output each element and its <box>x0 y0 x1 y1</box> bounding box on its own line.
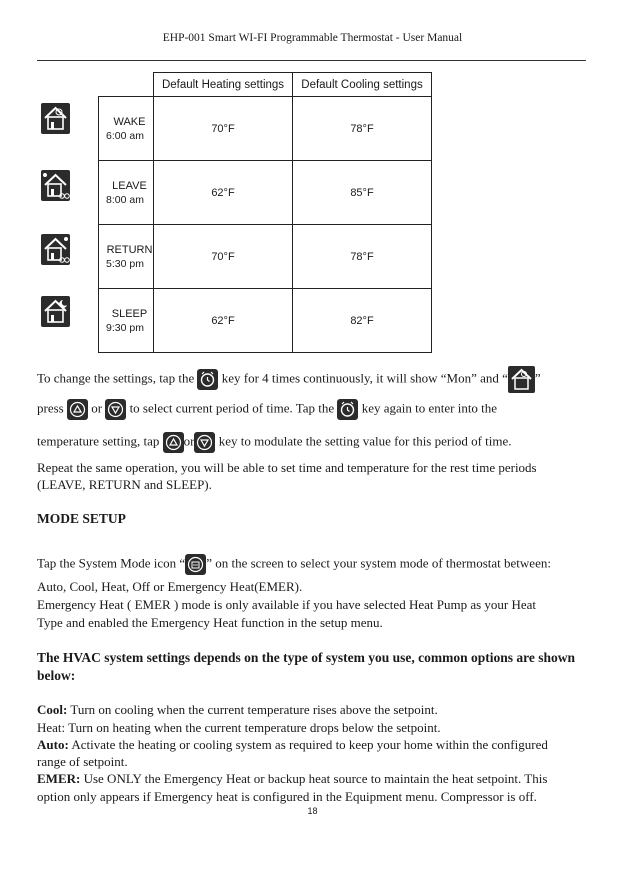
para2-line2: Auto, Cool, Heat, Off or Emergency Heat(EMER). <box>37 579 303 594</box>
mode-setup-heading: MODE SETUP <box>37 511 126 526</box>
option-text: Activate the heating or cooling system as required to keep your home within the configured <box>68 737 548 752</box>
period-cell <box>99 225 154 289</box>
system-mode-icon <box>185 554 206 575</box>
heating-temp: 70°F <box>154 225 293 289</box>
period-name: RETURN <box>106 243 153 256</box>
option-label: Cool: <box>37 702 68 717</box>
heat-option: Heat: Turn on heating when the current temperature drops below the setpoint. <box>37 720 441 735</box>
para2-line1 <box>37 554 551 575</box>
period-cell <box>99 97 154 161</box>
heating-column-header: Default Heating settings <box>154 73 293 97</box>
cooling-temp: 78°F <box>293 225 432 289</box>
house-schedule-icon <box>508 366 535 393</box>
table-row <box>99 289 432 353</box>
sleep-house-icon <box>41 296 70 327</box>
period-cell <box>99 161 154 225</box>
cooling-column-header: Default Cooling settings <box>293 73 432 97</box>
text: key for 4 times continuously, it will show “Mon” and “ <box>221 370 508 386</box>
text: Tap the System Mode icon “ <box>37 555 186 571</box>
page-number: 18 <box>307 806 318 816</box>
heating-temp: 62°F <box>154 161 293 225</box>
auto-option-cont: range of setpoint. <box>37 754 128 769</box>
heating-temp: 70°F <box>154 97 293 161</box>
period-time: 9:30 pm <box>106 321 144 334</box>
period-time: 5:30 pm <box>106 257 144 270</box>
period-time: 8:00 am <box>106 193 144 206</box>
wake-house-icon <box>41 103 70 134</box>
down-arrow-key-icon <box>194 432 215 453</box>
period-name: WAKE <box>113 115 146 128</box>
para1-line4: Repeat the same operation, you will be able to set time and temperature for the rest time periods <box>37 460 537 475</box>
para1-line3 <box>37 432 512 453</box>
auto-option <box>37 737 548 753</box>
option-text: Turn on cooling when the current temperature rises above the setpoint. <box>67 702 438 717</box>
hvac-heading-line1: The HVAC system settings depends on the type of system you use, common options are shown <box>37 650 576 665</box>
schedule-table <box>98 72 432 353</box>
text: to select current period of time. Tap the <box>129 400 335 416</box>
text: or <box>91 400 103 416</box>
table-row <box>99 161 432 225</box>
option-label: Auto: <box>37 737 69 752</box>
clock-key-icon <box>197 369 218 390</box>
return-house-icon <box>41 234 70 265</box>
option-text: Use ONLY the Emergency Heat or backup heat source to maintain the heat setpoint. This <box>80 771 548 786</box>
para1-line5: (LEAVE, RETURN and SLEEP). <box>37 477 212 492</box>
table-row <box>99 225 432 289</box>
para2-line4: Type and enabled the Emergency Heat function in the setup menu. <box>37 615 383 630</box>
emer-option <box>37 771 547 787</box>
cool-option <box>37 702 438 718</box>
hvac-heading-line2: below: <box>37 668 76 683</box>
heating-temp: 62°F <box>154 289 293 353</box>
down-arrow-key-icon <box>105 399 126 420</box>
option-label: EMER: <box>37 771 81 786</box>
page-header: EHP-001 Smart WI-FI Programmable Thermostat - User Manual <box>162 32 463 44</box>
text: or <box>183 433 195 449</box>
text: ” on the screen to select your system mode of thermostat between: <box>206 555 551 571</box>
para1-line1 <box>37 366 541 393</box>
cooling-temp: 78°F <box>293 97 432 161</box>
table-row <box>99 97 432 161</box>
period-name: SLEEP <box>111 307 148 320</box>
text: key to modulate the setting value for this period of time. <box>218 433 512 449</box>
period-time: 6:00 am <box>106 129 144 142</box>
text: temperature setting, tap <box>37 433 160 449</box>
period-name: LEAVE <box>112 179 147 192</box>
up-arrow-key-icon <box>163 432 184 453</box>
clock-key-icon <box>337 399 358 420</box>
emer-option-cont: option only appears if Emergency heat is configured in the Equipment menu. Compressor is off. <box>37 789 537 804</box>
text: To change the settings, tap the <box>37 370 195 386</box>
cooling-temp: 85°F <box>293 161 432 225</box>
leave-house-icon <box>41 170 70 201</box>
para2-line3: Emergency Heat ( EMER ) mode is only available if you have selected Heat Pump as your Heat <box>37 597 537 612</box>
period-cell <box>99 289 154 353</box>
header-rule <box>37 60 586 61</box>
up-arrow-key-icon <box>67 399 88 420</box>
text: press <box>37 400 64 416</box>
cooling-temp: 82°F <box>293 289 432 353</box>
text: ” <box>534 370 541 386</box>
para1-line2 <box>37 399 497 420</box>
table-corner <box>99 73 154 97</box>
text: key again to enter into the <box>361 400 498 416</box>
